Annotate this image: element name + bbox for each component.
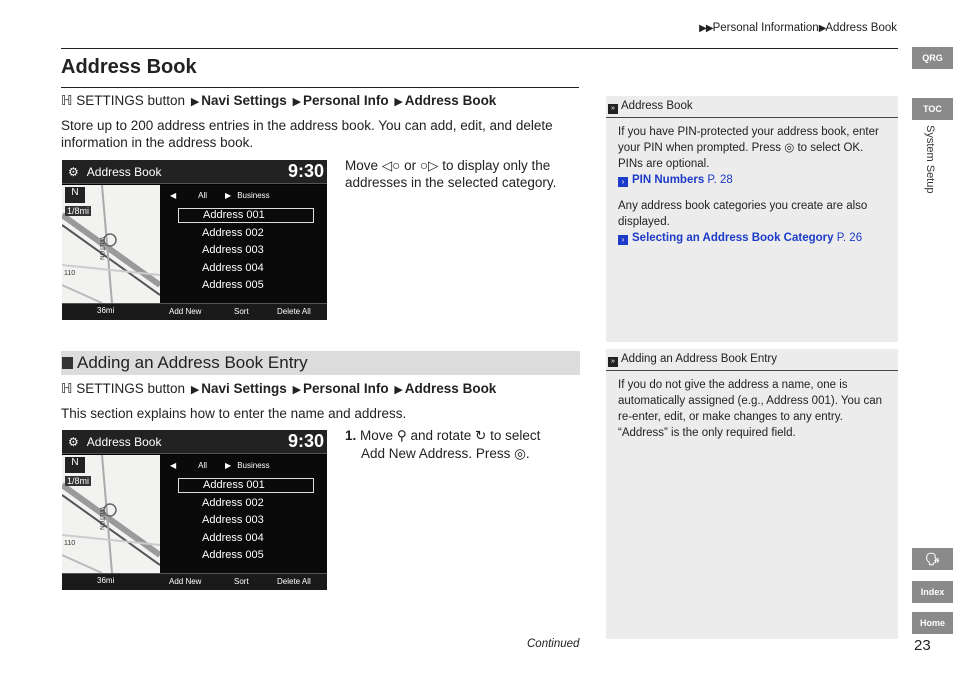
screen-title: Address Book (86, 164, 162, 179)
map-scale-bottom: 36mi (97, 576, 115, 585)
page-ref[interactable]: P. 26 (836, 232, 863, 244)
voice-icon[interactable]: 🗣 (912, 548, 953, 570)
qrg-button[interactable]: QRG (912, 47, 953, 69)
pin-link[interactable] (618, 172, 886, 188)
step-text: Move (360, 428, 394, 443)
step-text: and rotate (410, 428, 472, 443)
section-square-icon (62, 357, 73, 369)
map-view (62, 185, 160, 303)
add-new-button[interactable]: Add New (169, 307, 202, 316)
screen-clock: 9:30 (287, 161, 324, 181)
list-item[interactable]: Address 003 (202, 244, 264, 256)
move-down-icon: ⚲ (396, 428, 407, 443)
intro-text: Store up to 200 address entries in the address book. You can add, edit, and delete information in the address book. (61, 118, 553, 150)
north-icon: N (65, 187, 85, 203)
path-arrow-icon: ▶ (190, 96, 200, 108)
path-personal-info: Personal Info (303, 381, 389, 396)
add-new-address-label: Add New Address (361, 446, 469, 461)
index-button[interactable]: Index (912, 581, 953, 603)
category-all: All (198, 190, 208, 200)
address-list-panel (160, 455, 327, 573)
road-number: 110 (64, 540, 76, 547)
gear-icon: ⚙ (68, 434, 79, 449)
list-item[interactable]: Address 005 (202, 279, 264, 291)
page-number: 23 (914, 637, 931, 654)
add-new-button[interactable]: Add New (169, 577, 202, 586)
home-button-icon: ℍ (61, 93, 73, 108)
category-business: Business (237, 190, 270, 200)
note-icon: » (608, 357, 618, 367)
category-left-icon[interactable]: ◀ (170, 190, 177, 200)
category-link[interactable] (618, 230, 886, 246)
path-navi-settings: Navi Settings (201, 93, 287, 108)
link-arrow-icon: › (618, 235, 628, 245)
note-body: If you do not give the address a name, one is automatically assigned (e.g., Address 001). You can re-enter, edit, or make changes to any entry. “Address” is the only required field. (618, 379, 883, 439)
step-text: . Press (468, 446, 511, 461)
move-right-icon: ○▷ (419, 158, 439, 173)
list-item[interactable]: Address 004 (202, 532, 264, 544)
note-heading (606, 96, 898, 118)
sort-button[interactable]: Sort (234, 307, 249, 316)
north-icon: N (65, 457, 85, 473)
path-navi-settings: Navi Settings (201, 381, 287, 396)
page-title: Address Book (61, 56, 197, 78)
map-scale: 1/8mi (67, 206, 90, 216)
section-tab-label: System Setup (924, 125, 936, 194)
selecting-category-link[interactable]: Selecting an Address Book Category (632, 232, 834, 244)
note-text: Any address book categories you create are also displayed. (618, 200, 868, 228)
path-personal-info: Personal Info (303, 93, 389, 108)
move-text-mid: or (404, 158, 417, 173)
list-item[interactable]: Address 002 (202, 497, 264, 509)
road-number: 110 (64, 270, 76, 277)
move-left-icon: ◁○ (381, 158, 401, 173)
note-heading-text: Address Book (621, 100, 693, 112)
list-item[interactable]: Address 001 (178, 478, 314, 493)
path-address-book: Address Book (404, 93, 497, 108)
continued-label: Continued (527, 638, 580, 650)
step-number: 1. (345, 428, 357, 443)
note-heading-text: Adding an Address Book Entry (621, 353, 777, 365)
path-arrow-icon: ▶ (292, 96, 302, 108)
rotate-icon: ↻ (475, 428, 487, 443)
step-1 (345, 427, 575, 463)
step-text: . (525, 446, 530, 461)
map-scale-bottom: 36mi (97, 306, 115, 315)
title-divider (61, 87, 579, 88)
screen-clock: 9:30 (287, 431, 324, 451)
list-item[interactable]: Address 005 (202, 549, 264, 561)
path-address-book: Address Book (404, 381, 497, 396)
section-title: Adding an Address Book Entry (77, 353, 308, 372)
list-item[interactable]: Address 003 (202, 514, 264, 526)
category-all: All (198, 460, 208, 470)
path-start: SETTINGS button (76, 381, 186, 396)
sort-button[interactable]: Sort (234, 577, 249, 586)
note-icon: » (608, 104, 618, 114)
path-arrow-icon: ▶ (292, 384, 302, 396)
breadcrumb-arrow-icon: ▶▶ (699, 23, 713, 34)
address-book-screen (62, 430, 327, 590)
page-ref[interactable]: P. 28 (707, 174, 733, 186)
address-list-panel (160, 185, 327, 303)
gear-icon: ⚙ (68, 164, 79, 179)
breadcrumb-part1[interactable]: Personal Information (712, 22, 819, 34)
path-arrow-icon: ▶ (190, 384, 200, 396)
step-text: to select (490, 428, 541, 443)
top-divider (61, 48, 898, 49)
note-text: . PINs are optional. (618, 142, 864, 170)
ok-label: OK (843, 142, 861, 154)
category-business: Business (237, 460, 270, 470)
map-view (62, 455, 160, 573)
breadcrumb (699, 22, 897, 34)
path-arrow-icon: ▶ (394, 96, 403, 108)
delete-all-button[interactable]: Delete All (277, 577, 311, 586)
note-adding-entry (606, 349, 898, 639)
note-heading (606, 349, 898, 371)
section-description: This section explains how to enter the name and address. (61, 406, 407, 421)
screen-footer (62, 573, 327, 590)
list-item[interactable]: Address 004 (202, 262, 264, 274)
menu-path (61, 381, 496, 397)
link-arrow-icon: › (618, 177, 628, 187)
home-button[interactable]: Home (912, 612, 953, 634)
note-address-book (606, 96, 898, 342)
press-icon: ◎ (514, 446, 526, 461)
screen-footer (62, 303, 327, 320)
address-book-screen (62, 160, 327, 320)
road-label: WILTON (98, 237, 104, 260)
map-scale: 1/8mi (67, 476, 90, 486)
delete-all-button[interactable]: Delete All (277, 307, 311, 316)
category-right-icon[interactable]: ▶ (225, 190, 232, 200)
category-selector[interactable] (170, 188, 320, 202)
category-selector[interactable] (170, 458, 320, 472)
home-button-icon: ℍ (61, 381, 73, 396)
list-item[interactable]: Address 002 (202, 227, 264, 239)
move-instruction (345, 157, 575, 191)
category-right-icon[interactable]: ▶ (225, 460, 232, 470)
press-icon: ◎ (784, 142, 795, 154)
list-item[interactable]: Address 001 (178, 208, 314, 223)
pin-numbers-link[interactable]: PIN Numbers (632, 174, 705, 186)
screen-title: Address Book (86, 434, 162, 449)
note-text: to select (797, 142, 841, 154)
note-body (606, 118, 898, 246)
path-start: SETTINGS button (76, 93, 186, 108)
breadcrumb-arrow-icon: ▶ (818, 23, 826, 34)
path-arrow-icon: ▶ (394, 384, 403, 396)
toc-button[interactable]: TOC (912, 98, 953, 120)
breadcrumb-part2: Address Book (825, 22, 897, 34)
category-left-icon[interactable]: ◀ (170, 460, 177, 470)
note-text: If you have PIN-protected your address book, enter your PIN when prompted. Press (618, 126, 879, 154)
move-text-post: to display only the addresses in the selected category. (345, 158, 557, 190)
menu-path (61, 93, 496, 109)
road-label: WILTON (98, 507, 104, 530)
move-text-pre: Move (345, 158, 379, 173)
section-heading (61, 351, 580, 375)
